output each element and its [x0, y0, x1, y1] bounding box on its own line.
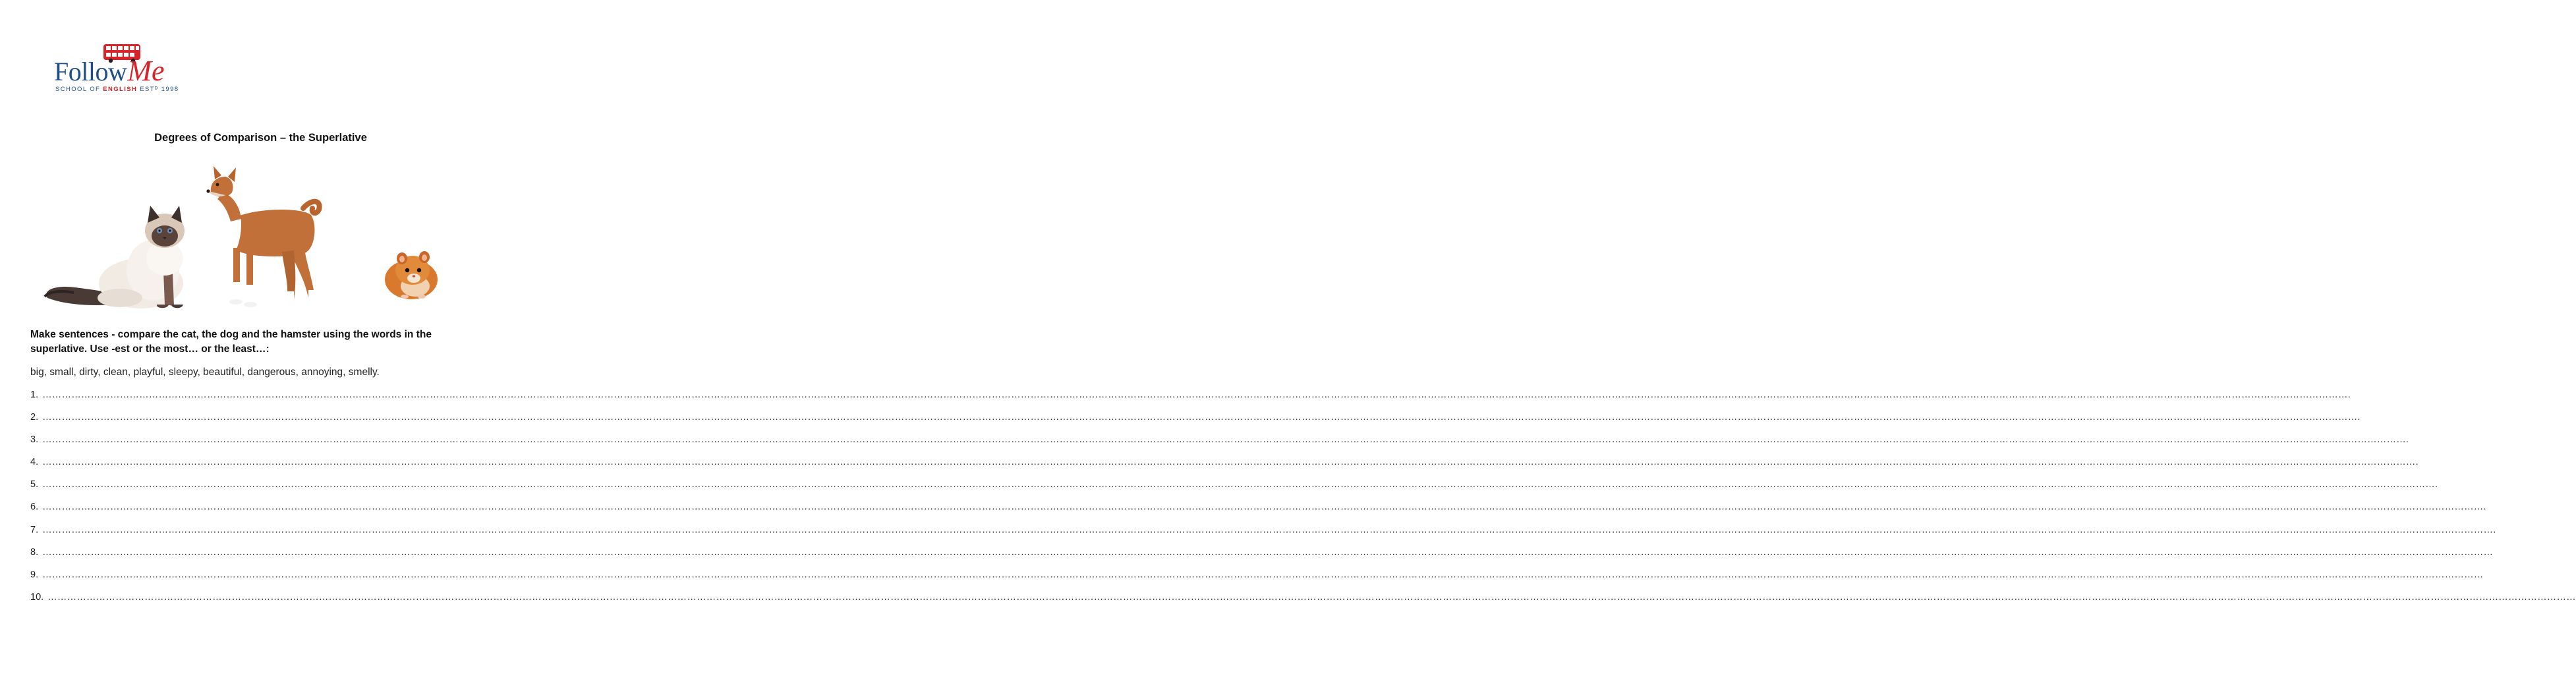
task-instruction: Make sentences - compare the cat, the dog and the hamster using the words in the superlative. Use -est or the most… or the least…:	[30, 329, 432, 355]
answer-line-2[interactable]	[30, 412, 2361, 434]
line-number: 6.	[30, 502, 39, 513]
answer-lines	[30, 390, 2576, 614]
line-number: 5.	[30, 479, 39, 490]
dog-image	[206, 166, 345, 315]
logo-tagline-highlight: ENGLISH	[103, 86, 138, 93]
answer-line-6[interactable]	[30, 502, 2486, 524]
worksheet-title: Degrees of Comparison – the Superlative	[154, 132, 367, 144]
dotted-line: ………………………………………………………………………………………………………………………………………………………………………………………………………………………………………………………………………………………………………………………………………………………………………………………………………………………………………………………………………………………………………………………………………………………………………………………………………………………………………………………………………………………………	[42, 569, 2484, 580]
dotted-line: …………………………………………………………………………………………………………………………………………………………………………………………………………………………………………………………………………………………………………………………………………………………………………………………………………………………………………………………………………………………………………………………………………………………………………………………………………………………………………………………………………………………………	[42, 546, 2494, 558]
dotted-line: ………………………………………………………………………………………………………………………………………………………………………………………………………………………………………………………………………………………………………………………………………………………………………………………………………………………………………………………………………………………………………………………………………………………………………………………………………………………………………………………………………………………………………………………	[47, 591, 2576, 602]
dotted-line: ………………………………………………………………………………………………………………………………………………………………………………………………………………………………………………………………………………………………………………………………………………………………………………………………………………………………………………………………………………………………………………………………………………………………………………………………………………………………………………………………………….	[42, 434, 2409, 446]
logo-tagline-suffix: ESTᴰ 1998	[137, 86, 179, 93]
dotted-line: ………………………………………………………………………………………………………………………………………………………………………………………………………………………………………………………………………………………………………………………………………………………………………………………………………………………………………………………………………………………………………………………………………………………………………………………………………………………………………………………….	[42, 390, 2351, 400]
line-number: 2.	[30, 412, 39, 423]
answer-line-4[interactable]	[30, 457, 2419, 479]
answer-line-8[interactable]	[30, 546, 2494, 570]
dotted-line: …………………………………………………………………………………………………………………………………………………………………………………………………………………………………………………………………………………………………………………………………………………………………………………………………………………………………………………………………………………………………………………………………………………………………………………………………………………………………………………………………………….	[42, 457, 2419, 468]
cat-image	[42, 206, 195, 311]
logo-tagline	[55, 86, 179, 93]
answer-line-1[interactable]	[30, 390, 2351, 412]
logo-tagline-prefix: SCHOOL OF	[55, 86, 103, 93]
logo-brand-primary: Follow	[54, 57, 127, 86]
hamster-image	[380, 249, 445, 302]
line-number: 10.	[30, 591, 44, 602]
answer-line-10[interactable]	[30, 591, 2576, 614]
line-number: 7.	[30, 524, 39, 535]
line-number: 4.	[30, 457, 39, 468]
dotted-line: ……………………………………………………………………………………………………………………………………………………………………………………………………………………………………………………………………………………………………………………………………………………………………………………………………………………………………………………………………………………………………………………………………………………………………………………………………………………………………………………………………………………………….	[42, 502, 2486, 513]
answer-line-9[interactable]	[30, 569, 2484, 592]
line-number: 3.	[30, 434, 39, 446]
line-number: 9.	[30, 569, 39, 580]
logo-brand-accent: Me	[127, 55, 165, 87]
answer-line-7[interactable]	[30, 524, 2496, 547]
answer-line-3[interactable]	[30, 434, 2409, 457]
dotted-line: ………………………………………………………………………………………………………………………………………………………………………………………………………………………………………………………………………………………………………………………………………………………………………………………………………………………………………………………………………………………………………………………………………………………………………………………………………………………………………………………………………………….	[42, 479, 2438, 490]
dotted-line: ………………………………………………………………………………………………………………………………………………………………………………………………………………………………………………………………………………………………………………………………………………………………………………………………………………………………………………………………………………………………………………………………………………………………………………………………………………………………………………………………………………………………….	[42, 524, 2496, 535]
word-list: big, small, dirty, clean, playful, sleepy, beautiful, dangerous, annoying, smelly.	[30, 367, 380, 378]
line-number: 1.	[30, 390, 39, 400]
school-logo	[53, 44, 185, 96]
dotted-line: …………………………………………………………………………………………………………………………………………………………………………………………………………………………………………………………………………………………………………………………………………………………………………………………………………………………………………………………………………………………………………………………………………………………………………………………………………………………………………………………….	[42, 412, 2361, 423]
answer-line-5[interactable]	[30, 479, 2438, 502]
line-number: 8.	[30, 546, 39, 558]
logo-wordmark	[54, 57, 165, 86]
